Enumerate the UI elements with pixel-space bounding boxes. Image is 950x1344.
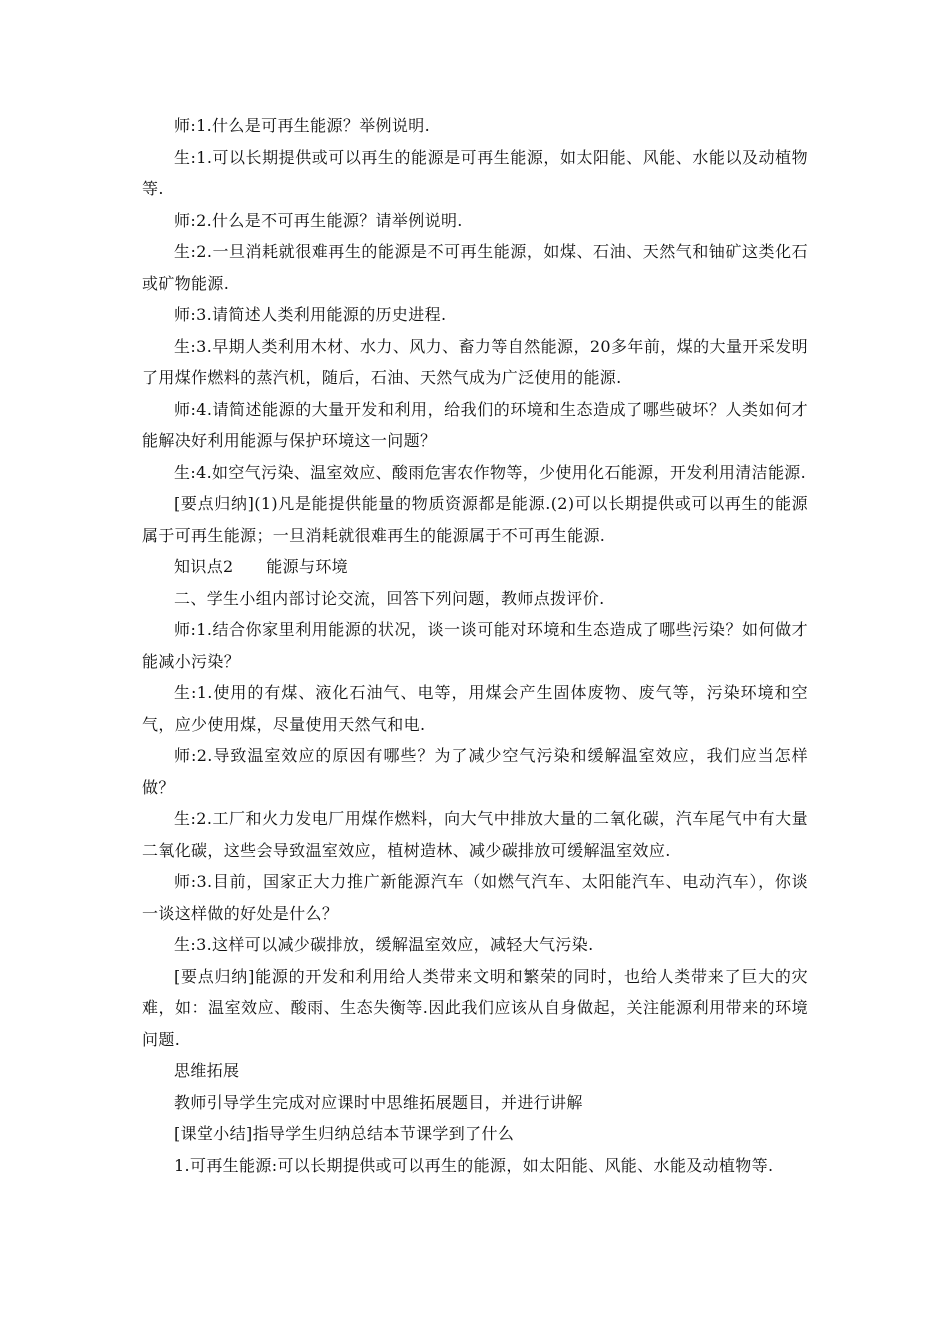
discussion-question-2: 师:2.导致温室效应的原因有哪些？为了减少空气污染和缓解温室效应，我们应当怎样做？ [142,746,808,797]
key-points-summary-2: [要点归纳]能源的开发和利用给人类带来文明和繁荣的同时，也给人类带来了巨大的灾难，如：温室效应、酸雨、生态失衡等.因此我们应该从自身做起，关注能源利用带来的环境问题. [142,966,808,1049]
question-2: 师:2.什么是不可再生能源？请举例说明. [174,210,463,230]
section-heading-thinking-extension: 思维拓展 [174,1061,240,1080]
answer-4: 生:4.如空气污染、温室效应、酸雨危害农作物等，少使用化石能源，开发利用清洁能源. [174,462,807,482]
teacher-guidance: 教师引导学生完成对应课时中思维拓展题目，并进行讲解 [174,1092,583,1112]
section-heading-knowledge-point-2: 知识点2 能源与环境 [174,557,349,576]
summary-item-1: 1.可再生能源:可以长期提供或可以再生的能源，如太阳能、风能、水能及动植物等. [174,1155,774,1175]
class-summary-heading: [课堂小结]指导学生归纳总结本节课学到了什么 [174,1124,515,1143]
discussion-answer-3: 生:3.这样可以减少碳排放，缓解温室效应，减轻大气污染. [174,935,594,954]
answer-3: 生:3.早期人类利用木材、水力、风力、畜力等自然能源，20多年前，煤的大量开采发明了用煤作燃料的蒸汽机，随后，石油、天然气成为广泛使用的能源. [142,336,808,387]
question-3: 师:3.请简述人类利用能源的历史进程. [174,305,447,324]
discussion-answer-2: 生:2.工厂和火力发电厂用煤作燃料，向大气中排放大量的二氧化碳，汽车尾气中有大量二氧化碳，这些会导致温室效应，植树造林、减少碳排放可缓解温室效应. [142,809,808,860]
question-4: 师:4.请简述能源的大量开发和利用，给我们的环境和生态造成了哪些破坏？人类如何才能解决好利用能源与保护环境这一问题？ [142,399,808,450]
answer-2: 生:2.一旦消耗就很难再生的能源是不可再生能源，如煤、石油、天然气和铀矿这类化石或矿物能源. [142,242,808,293]
document-body [142,110,808,1181]
group-discussion-instruction: 二、学生小组内部讨论交流，回答下列问题，教师点拨评价. [174,588,605,608]
answer-1: 生:1.可以长期提供或可以再生的能源是可再生能源，如太阳能、风能、水能以及动植物等. [142,147,808,198]
question-1: 师:1.什么是可再生能源？举例说明. [174,116,431,135]
key-points-summary-1: [要点归纳](1)凡是能提供能量的物质资源都是能源.(2)可以长期提供或可以再生的能源属于可再生能源；一旦消耗就很难再生的能源属于不可再生能源. [142,494,808,545]
discussion-question-1: 师:1.结合你家里利用能源的状况，谈一谈可能对环境和生态造成了哪些污染？如何做才能减小污染？ [142,620,808,671]
discussion-question-3: 师:3.目前，国家正大力推广新能源汽车（如燃气汽车、太阳能汽车、电动汽车），你谈一谈这样做的好处是什么？ [142,872,808,923]
discussion-answer-1: 生:1.使用的有煤、液化石油气、电等，用煤会产生固体废物、废气等，污染环境和空气，应少使用煤，尽量使用天然气和电. [142,683,808,734]
